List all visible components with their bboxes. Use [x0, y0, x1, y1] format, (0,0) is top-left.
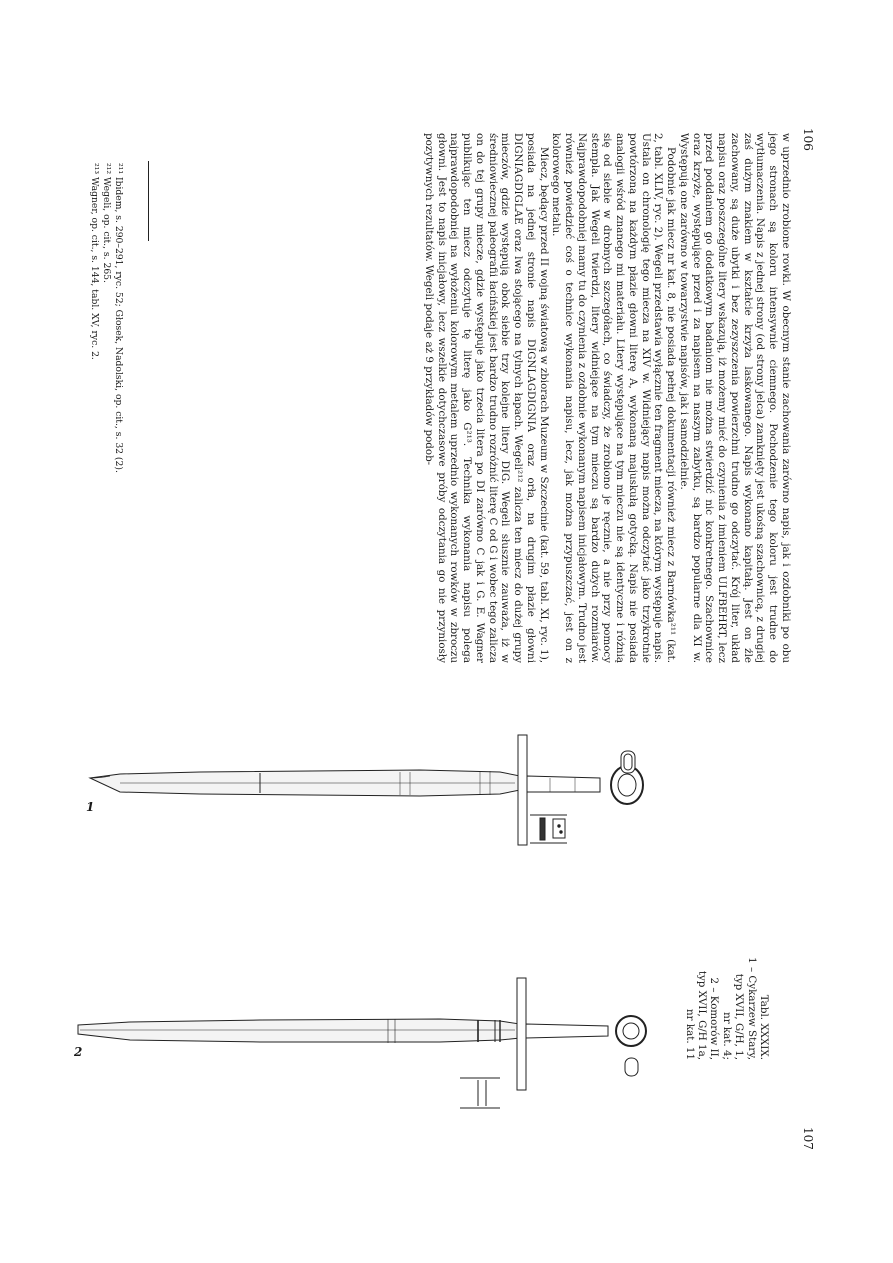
sword-1-drawing — [90, 735, 643, 845]
paragraph: Miecz, będący przed II wojną światową w zbiorach Muzeum w Szczecinie (kat. 59, tabl. XI, ryc. 1), posiada na jednej stronie napis DIGNLAGDIGNIA oraz orła, na drugim płazie głowni DIGNIAGDIGLAE oraz lwa stojącego na tylnych łapach. Wegeli²¹² zalicza ten miecz do dużej grupy mieczów, gdzie występują obok siebie trzy kolejne litery DIG. Wegeli słusznie zauważa, iż w średniowiecznej paleografii łacińskiej jest bardzo trudno rozróżnić literę C od G i wobec tego zalicza on do tej grupy miecze, gdzie występuje jako trzecia litera po DI zarówno C jak i G. E. Wagner publikując ten miecz odczytuje tę literę jako G²¹³. Technika wykonania napisu polega najprawdopodobniej na wyłożeniu kolorowym metalem uprzednio wykonanych rowków w zbroczu głowni. Jest to napis inicjałowy, lecz wszelkie dotychczasowe próby odczytania go nie przyniosły pozytywnych rezultatów. Wegeli podaje aż 9 przykładów podob- — [423, 133, 550, 663]
caption-title: Tabl. XXXIX. — [758, 994, 770, 1060]
footnote: ²¹³ Wagner, op. cit., s. 144, tabl. XV, ryc. 2. — [88, 163, 100, 360]
sword-2-drawing — [78, 978, 646, 1108]
caption-line: typ XVII, G/H, 1, — [733, 973, 746, 1060]
paragraph: w uprzednio zrobione rowki. W obecnym stanie zachowania zarówno napis, jak i ozdobniki po obu jego stronach są koloru intensywnie ciemnego. Pochodzenie tego koloru jest trudne do wytłumaczenia. Napis z jednej strony (od strony jelca) zamknięty jest ukośną szachownicą, z drugiej zaś dużym znakiem w kształcie krzyża laskowanego. Napis wykonano kapitałą. Jest on źle zachowany, są duże ubytki i bez zezyszczenia powierzchni trudno go odczytać. Krój liter, układ napisu oraz poszczególne litery wskazują, iż możemy mieć do czynienia z imieniem ULFBEHRT, lecz przed poddaniem go dodatkowym badaniom nie można stwierdzić nic konkretnego. Szachownice oraz krzyże, występujące przed i za napisem na naszym zabytku, są bardzo popularne dla XI w. Występują one zarówno w towarzystwie napisów, jak i samodzielnie. — [678, 133, 792, 663]
caption-line: 1 – Cykarzew Stary, — [745, 957, 758, 1060]
caption-line: 2 – Komorów II, — [708, 977, 721, 1060]
figure-label-1: 1 — [86, 800, 95, 814]
page-number-left: 106 — [801, 128, 815, 151]
paragraph: Podobnie jak miecz nr kat. 8, nie posiada pełnej dokumentacji również miecz z Barnówka²¹¹ (kat. 2, tabl. XLIV, ryc. 2). Wegeli przedstawia wyłącznie ten fragment miecza, na którym występuje napis. Ustala on chronologię tego miecza na XIV w. Widniejący napis można odczytać jako trzykrotnie powtórzoną na każdym płazie głowni literę A, wykonaną majuskułą gotycką. Napis nie posiada analogii wśród znanego mi materiału. Litery występujące na tym mieczu nie są identyczne i różnią się od siebie w drobnych szczegółach, co świadczy, że zrobiono je ręcznie, a nie przy pomocy stempla. Jak Wegeli twierdzi, litery widniejące na tym mieczu są bardzo dużych rozmiarów. Najprawdopodobniej mamy tu do czynienia z ozdobnie wykonanym napisem inicjałowym. Trudno jest również powiedzieć coś o technice wykonania napisu, lecz, jak można przypuszczać, jest on z kolorowego metalu. — [550, 133, 678, 663]
caption-line: nr kat. 11 — [683, 1009, 696, 1060]
footnote: ²¹² Wegeli, op. cit., s. 265. — [100, 163, 112, 283]
caption-line: nr kat. 4; — [720, 1012, 733, 1060]
footnote: ²¹¹ Ibidem, s. 290–291, ryc. 52; Głosek, Nadolski, op. cit., s. 32 (2). — [113, 163, 124, 473]
page-number-right: 107 — [801, 1127, 815, 1150]
figure-label-2: 2 — [74, 1045, 83, 1059]
caption-line: typ XVII, G/H 1a, — [695, 970, 708, 1060]
